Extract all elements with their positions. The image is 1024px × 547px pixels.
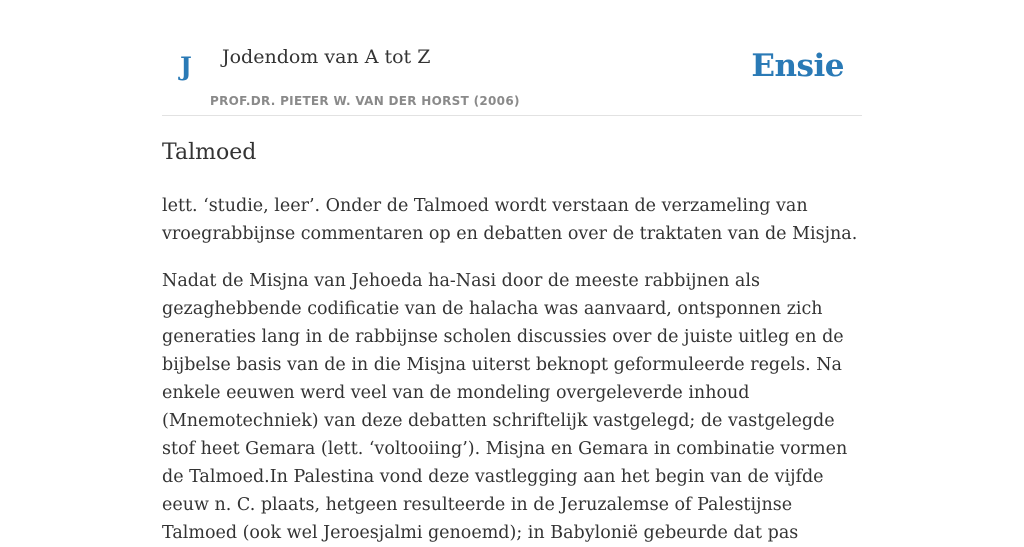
entry-paragraph: lett. ‘studie, leer’. Onder de Talmoed wordt verstaan de verzameling van vroegrabbijnse commentaren op en debatten over de traktaten van de Misjna. [162, 196, 858, 244]
entry-title: Talmoed [162, 140, 257, 165]
book-icon: J [180, 52, 192, 81]
article [162, 0, 862, 543]
book-title-link[interactable]: Jodendom van A tot Z [222, 46, 431, 68]
source-header [162, 0, 862, 116]
entry-paragraph: Nadat de Misjna van Jehoeda ha-Nasi door de meeste rabbijnen als gezaghebbende codificatie van de halacha was aanvaard, ontsponnen zich generaties lang in de rabbijnse scholen discussies over de juiste uitleg en de bijbelse basis van de in die Misjna uiterst beknopt geformuleerde regels. Na enkele eeuwen werd veel van de mondeling overgeleverde inhoud (Mnemotechniek) van deze debatten schriftelijk vastgelegd; de vastgelegde stof heet Gemara (lett. ‘voltooiing’). Misjna en Gemara in combinatie vormen de Talmoed.In Palestina vond deze vastlegging aan het begin van de vijfde eeuw n. C. plaats, hetgeen resulteerde in de Jeruzalemse of Palestijnse Talmoed (ook wel Jeroesjalmi genoemd); in Babylonië gebeurde dat pas [162, 271, 848, 543]
ensie-logo[interactable]: Ensie [751, 48, 844, 84]
book-author: PROF.DR. PIETER W. VAN DER HORST (2006) [210, 94, 520, 108]
